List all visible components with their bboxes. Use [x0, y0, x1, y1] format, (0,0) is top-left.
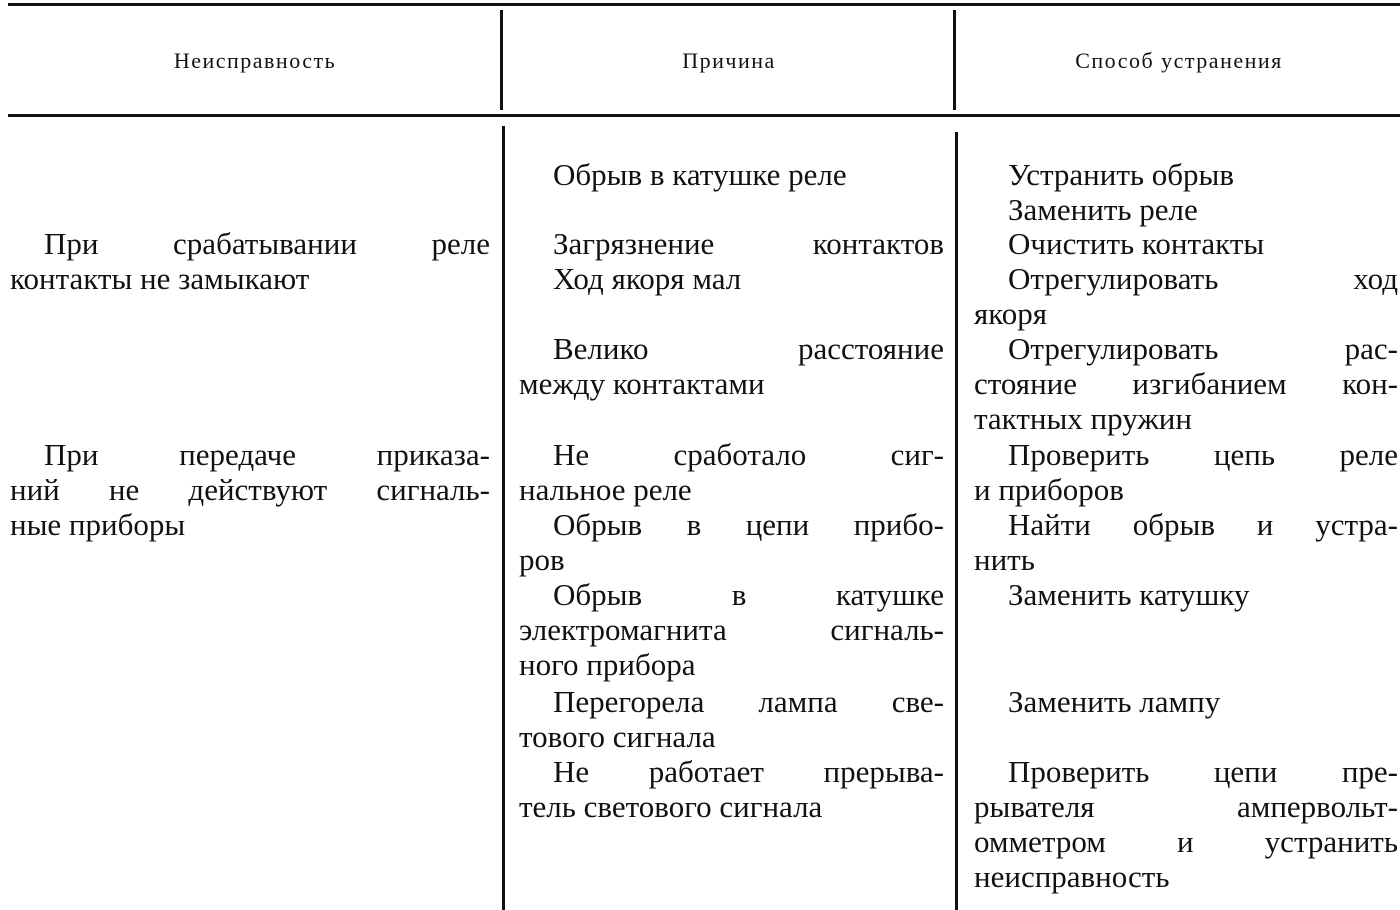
- remedy-1-2: [974, 226, 1398, 261]
- remedy-1-4-line-2: стояние изгибанием кон-: [974, 366, 1398, 401]
- cause-1-4: [519, 331, 944, 401]
- cause-2-2-line-1: Обрыв в цепи прибо-: [553, 507, 944, 542]
- cause-2-4: [519, 684, 944, 754]
- cause-1-2: [519, 226, 944, 261]
- cause-2-5: [519, 754, 944, 824]
- remedy-2-5-line-3: омметром и устранить: [974, 824, 1398, 859]
- remedy-1-1-line-2: Заменить реле: [1008, 192, 1198, 227]
- cause-2-4-line-1: Перегорела лампа све-: [553, 684, 944, 719]
- remedy-1-1: [974, 157, 1398, 227]
- column-divider-1: [500, 10, 503, 110]
- remedy-2-1-line-1: Проверить цепь реле: [1008, 437, 1398, 472]
- fault-2: [10, 437, 490, 542]
- cause-1-2-line-1: Загрязнение контактов: [553, 226, 944, 261]
- cause-1-1-line-1: Обрыв в катушке реле: [553, 157, 847, 192]
- cause-2-3-line-1: Обрыв в катушке: [553, 577, 944, 612]
- cause-2-1-line-1: Не сработало сиг-: [553, 437, 944, 472]
- header-remedy: Способ устранения: [1075, 48, 1283, 73]
- fault-2-line-2: ний не действуют сигналь-: [10, 472, 490, 507]
- remedy-2-1-line-2: и приборов: [974, 472, 1124, 507]
- remedy-2-5-line-1: Проверить цепи пре-: [1008, 754, 1398, 789]
- remedy-2-5-line-4: неисправность: [974, 859, 1170, 894]
- fault-1-line-2: контакты не замыкают: [10, 261, 310, 296]
- fault-1-line-1: При срабатывании реле: [44, 226, 490, 261]
- remedy-2-3-line-1: Заменить катушку: [1008, 577, 1250, 612]
- cause-1-4-line-1: Велико расстояние: [553, 331, 944, 366]
- column-divider-2-body: [955, 132, 958, 910]
- header-rule: [8, 114, 1400, 117]
- cause-2-4-line-2: тового сигнала: [519, 719, 716, 754]
- remedy-1-3-line-1: Отрегулировать ход: [1008, 261, 1398, 296]
- cause-1-4-line-2: между контактами: [519, 366, 765, 401]
- remedy-2-2-line-2: нить: [974, 542, 1035, 577]
- remedy-1-2-line-1: Очистить контакты: [1008, 226, 1265, 261]
- fault-1: [10, 226, 490, 296]
- remedy-1-3-line-2: якоря: [974, 296, 1048, 331]
- column-divider-1-body: [502, 126, 505, 910]
- remedy-2-3: [974, 577, 1398, 612]
- cause-2-2-line-2: ров: [519, 542, 565, 577]
- cause-2-3-line-3: ного прибора: [519, 647, 696, 682]
- header-cause: Причина: [682, 48, 776, 73]
- remedy-2-2-line-1: Найти обрыв и устра-: [1008, 507, 1398, 542]
- top-rule: [8, 3, 1400, 6]
- cause-2-1: [519, 437, 944, 507]
- remedy-2-5: [974, 754, 1398, 894]
- fault-2-line-1: При передаче приказа-: [44, 437, 490, 472]
- cause-2-5-line-1: Не работает прерыва-: [553, 754, 944, 789]
- remedy-1-4-line-3: тактных пружин: [974, 401, 1192, 436]
- remedy-1-1-line-1: Устранить обрыв: [1008, 157, 1235, 192]
- cause-2-5-line-2: тель светового сигнала: [519, 789, 823, 824]
- fault-2-line-3: ные приборы: [10, 507, 186, 542]
- cause-2-2: [519, 507, 944, 577]
- cause-1-3: [519, 261, 944, 296]
- cause-1-3-line-1: Ход якоря мал: [553, 261, 742, 296]
- remedy-1-4-line-1: Отрегулировать рас-: [1008, 331, 1398, 366]
- remedy-1-4: [974, 331, 1398, 436]
- remedy-2-1: [974, 437, 1398, 507]
- cause-2-3-line-2: электромагнита сигналь-: [519, 612, 944, 647]
- cause-1-1: [519, 157, 944, 192]
- column-divider-2: [953, 10, 956, 110]
- cause-2-3: [519, 577, 944, 682]
- remedy-2-4: [974, 684, 1398, 719]
- remedy-2-5-line-2: рывателя ампервольт-: [974, 789, 1398, 824]
- remedy-1-3: [974, 261, 1398, 331]
- remedy-2-4-line-1: Заменить лампу: [1008, 684, 1221, 719]
- cause-2-1-line-2: нальное реле: [519, 472, 692, 507]
- header-fault: Неисправность: [173, 48, 337, 73]
- remedy-2-2: [974, 507, 1398, 577]
